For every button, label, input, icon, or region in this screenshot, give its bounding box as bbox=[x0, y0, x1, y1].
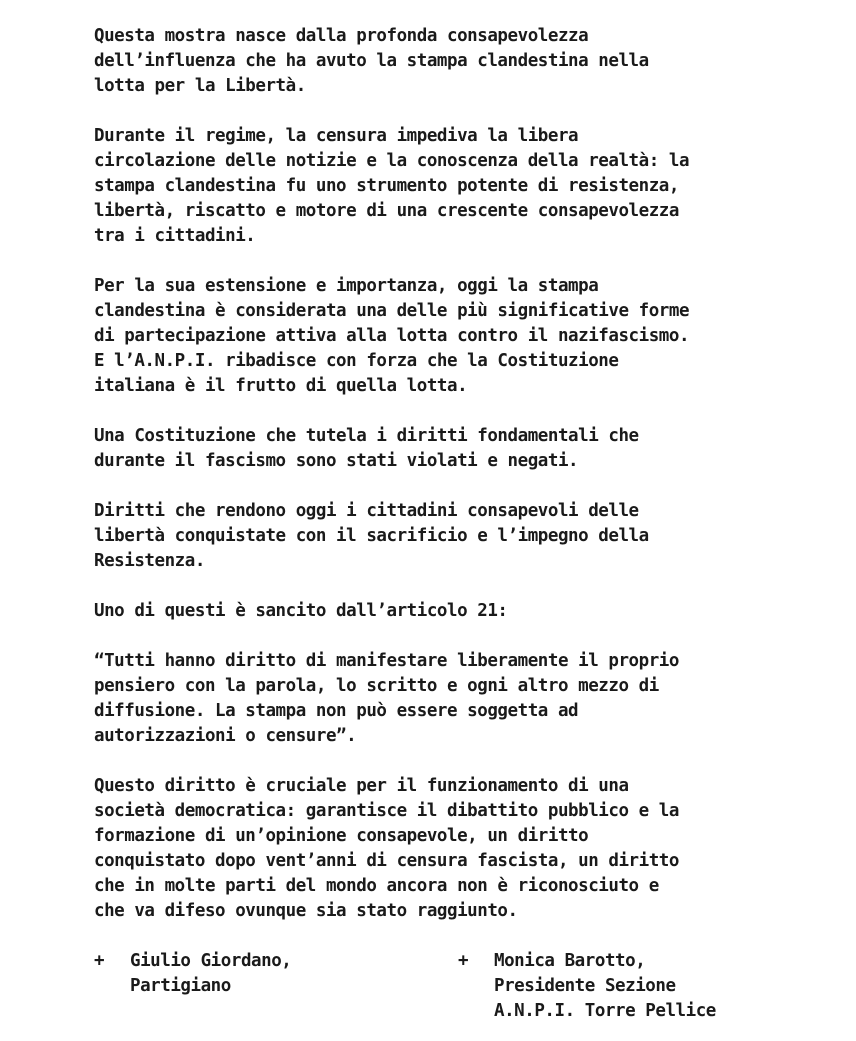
paragraph-article-21-intro: Uno di questi è sancito dall’articolo 21: bbox=[94, 601, 508, 621]
signature-text: Giulio Giordano, Partigiano bbox=[130, 951, 292, 996]
paragraph-constitution: Una Costituzione che tutela i diritti fondamentali che durante il fascismo sono stati violati e negati. bbox=[94, 426, 639, 471]
paragraph-regime-censorship: Durante il regime, la censura impediva la libera circolazione delle notizie e la conoscenza della realtà: la stampa clandestina fu uno strumento potente di resistenza, libertà, riscatto e motore di una crescente consapevolezza tra i cittadini. bbox=[94, 126, 690, 246]
paragraph-article-21-quote: “Tutti hanno diritto di manifestare liberamente il proprio pensiero con la parola, lo scritto e ogni altro mezzo di diffusione. La stampa non può essere soggetta ad autorizzazioni o censure”. bbox=[94, 651, 679, 746]
document-body bbox=[94, 24, 814, 949]
signature-giordano bbox=[94, 949, 291, 999]
paragraph-intro: Questa mostra nasce dalla profonda consapevolezza dell’influenza che ha avuto la stampa clandestina nella lotta per la Libertà. bbox=[94, 26, 649, 96]
bullet-plus: + bbox=[458, 951, 469, 971]
bullet-plus: + bbox=[94, 951, 105, 971]
paragraph-importance: Per la sua estensione e importanza, oggi la stampa clandestina è considerata una delle più significative forme di partecipazione attiva alla lotta contro il nazifascismo. E l’A.N.P.I. ribadisce con forza che la Costituzione italiana è il frutto di quella lotta. bbox=[94, 276, 690, 396]
signature-text: Monica Barotto, Presidente Sezione A.N.P.I. Torre Pellice bbox=[494, 951, 716, 1021]
paragraph-conclusion: Questo diritto è cruciale per il funzionamento di una società democratica: garantisce il dibattito pubblico e la formazione di un’opinione consapevole, un diritto conquistato dopo vent’anni di censura fascista, un diritto che in molte parti del mondo ancora non è riconosciuto e che va difeso ovunque sia stato raggiunto. bbox=[94, 776, 679, 921]
signature-barotto bbox=[458, 949, 716, 1024]
paragraph-rights: Diritti che rendono oggi i cittadini consapevoli delle libertà conquistate con il sacrificio e l’impegno della Resistenza. bbox=[94, 501, 649, 571]
